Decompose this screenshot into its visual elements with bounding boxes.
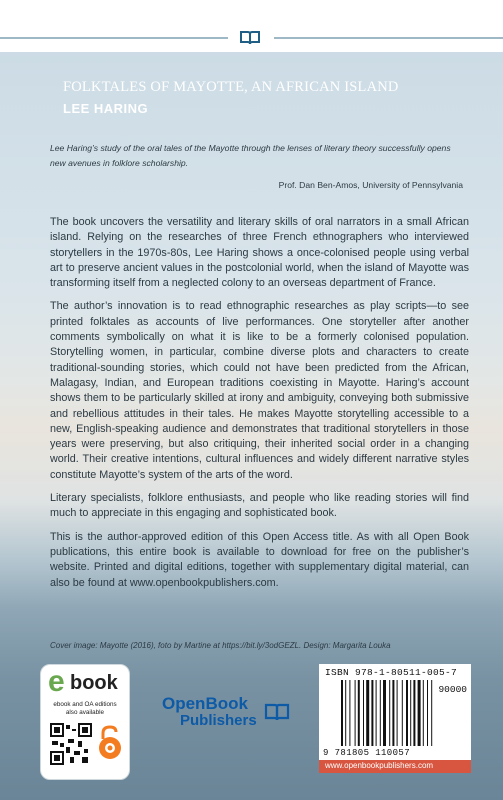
ebook-e-glyph: e bbox=[48, 665, 65, 698]
isbn-barcode bbox=[319, 664, 471, 760]
publisher-book-icon bbox=[264, 702, 290, 722]
isbn-text: ISBN 978-1-80511-005-7 bbox=[325, 667, 458, 678]
price-code: 90000 bbox=[438, 684, 467, 695]
ebook-badge bbox=[40, 664, 130, 780]
publisher-url: www.openbookpublishers.com bbox=[325, 761, 434, 770]
top-logo bbox=[228, 26, 274, 50]
open-book-icon bbox=[239, 30, 261, 46]
endorsement-attribution: Prof. Dan Ben-Amos, University of Pennsylvania bbox=[278, 180, 463, 190]
ebook-caption-line: ebook and OA editions bbox=[53, 701, 117, 708]
publisher-logo bbox=[162, 694, 257, 729]
ebook-caption-line: also available bbox=[65, 709, 105, 716]
endorsement-quote: Lee Haring’s study of the oral tales of the Mayotte through the lenses of literary theory successfully opens new avenues in folklore scholarship. bbox=[50, 143, 451, 168]
publisher-subname: Publishers bbox=[180, 712, 257, 729]
ebook-word: book bbox=[70, 672, 118, 694]
cover-credit: Cover image: Mayotte (2016), foto by Martine at https://bit.ly/3odGEZL. Design: Margarita Louka bbox=[50, 641, 391, 650]
barcode-number: 9 781805 110057 bbox=[323, 748, 411, 758]
blurb-paragraph: The book uncovers the versatility and literary skills of oral narrators in a small African island. Relying on the researches of three French ethnographers who interviewed storytellers in the 1970s-80s, Lee Haring shows a once-colonised people using verbal art to preserve ancient values in the postcolonial world, when the island of Mayotte was transforming itself from a neglected colony to an overseas department of France. bbox=[50, 216, 469, 290]
open-access-lock-icon bbox=[97, 725, 123, 761]
blurb-paragraph: The author’s innovation is to read ethnographic researches as play scripts—to see printed folktales as accounts of live performances. One storyteller after another comments symbolically on what it is like to be a formerly colonised population. Storytelling women, in particular, combine diverse plots and characters to create traditional-sounding stories, which could not have been predicted from the African, Malagasy, Indian, and European traditions coexisting in Mayotte. Haring’s account shows them to be particularly skilled at irony and ambiguity, conveying both submissive and rebellious attitudes in their tales. He makes Mayotte storytelling accessible to a new, English-speaking audience and demonstrates that traditional storytellers in those years were preserving, but also critiquing, their inherited social order in a changing world. Their creative intentions, cultural influences and widely different narrative styles constitute Mayotte’s system of the arts of the word. bbox=[50, 300, 469, 481]
barcode-icon bbox=[341, 680, 437, 746]
qr-code-icon bbox=[50, 723, 92, 765]
blurb-paragraph: This is the author-approved edition of this Open Access title. As with all Open Book publications, this entire book is available to download for free on the publisher’s website. Printed and digital editions, together with supplementary digital material, can also be found at www.openbookpublishers.com. bbox=[50, 530, 469, 589]
book-author: LEE HARING bbox=[63, 101, 149, 116]
blurb bbox=[50, 215, 469, 599]
ebook-caption bbox=[45, 701, 125, 717]
book-title: FOLKTALES OF MAYOTTE, AN AFRICAN ISLAND bbox=[63, 79, 399, 95]
publisher-url-bar bbox=[319, 760, 471, 773]
publisher-name: OpenBook bbox=[162, 694, 248, 713]
blurb-paragraph: Literary specialists, folklore enthusiasts, and people who like reading stories will find much to appreciate in this engaging and sophisticated book. bbox=[50, 492, 469, 520]
